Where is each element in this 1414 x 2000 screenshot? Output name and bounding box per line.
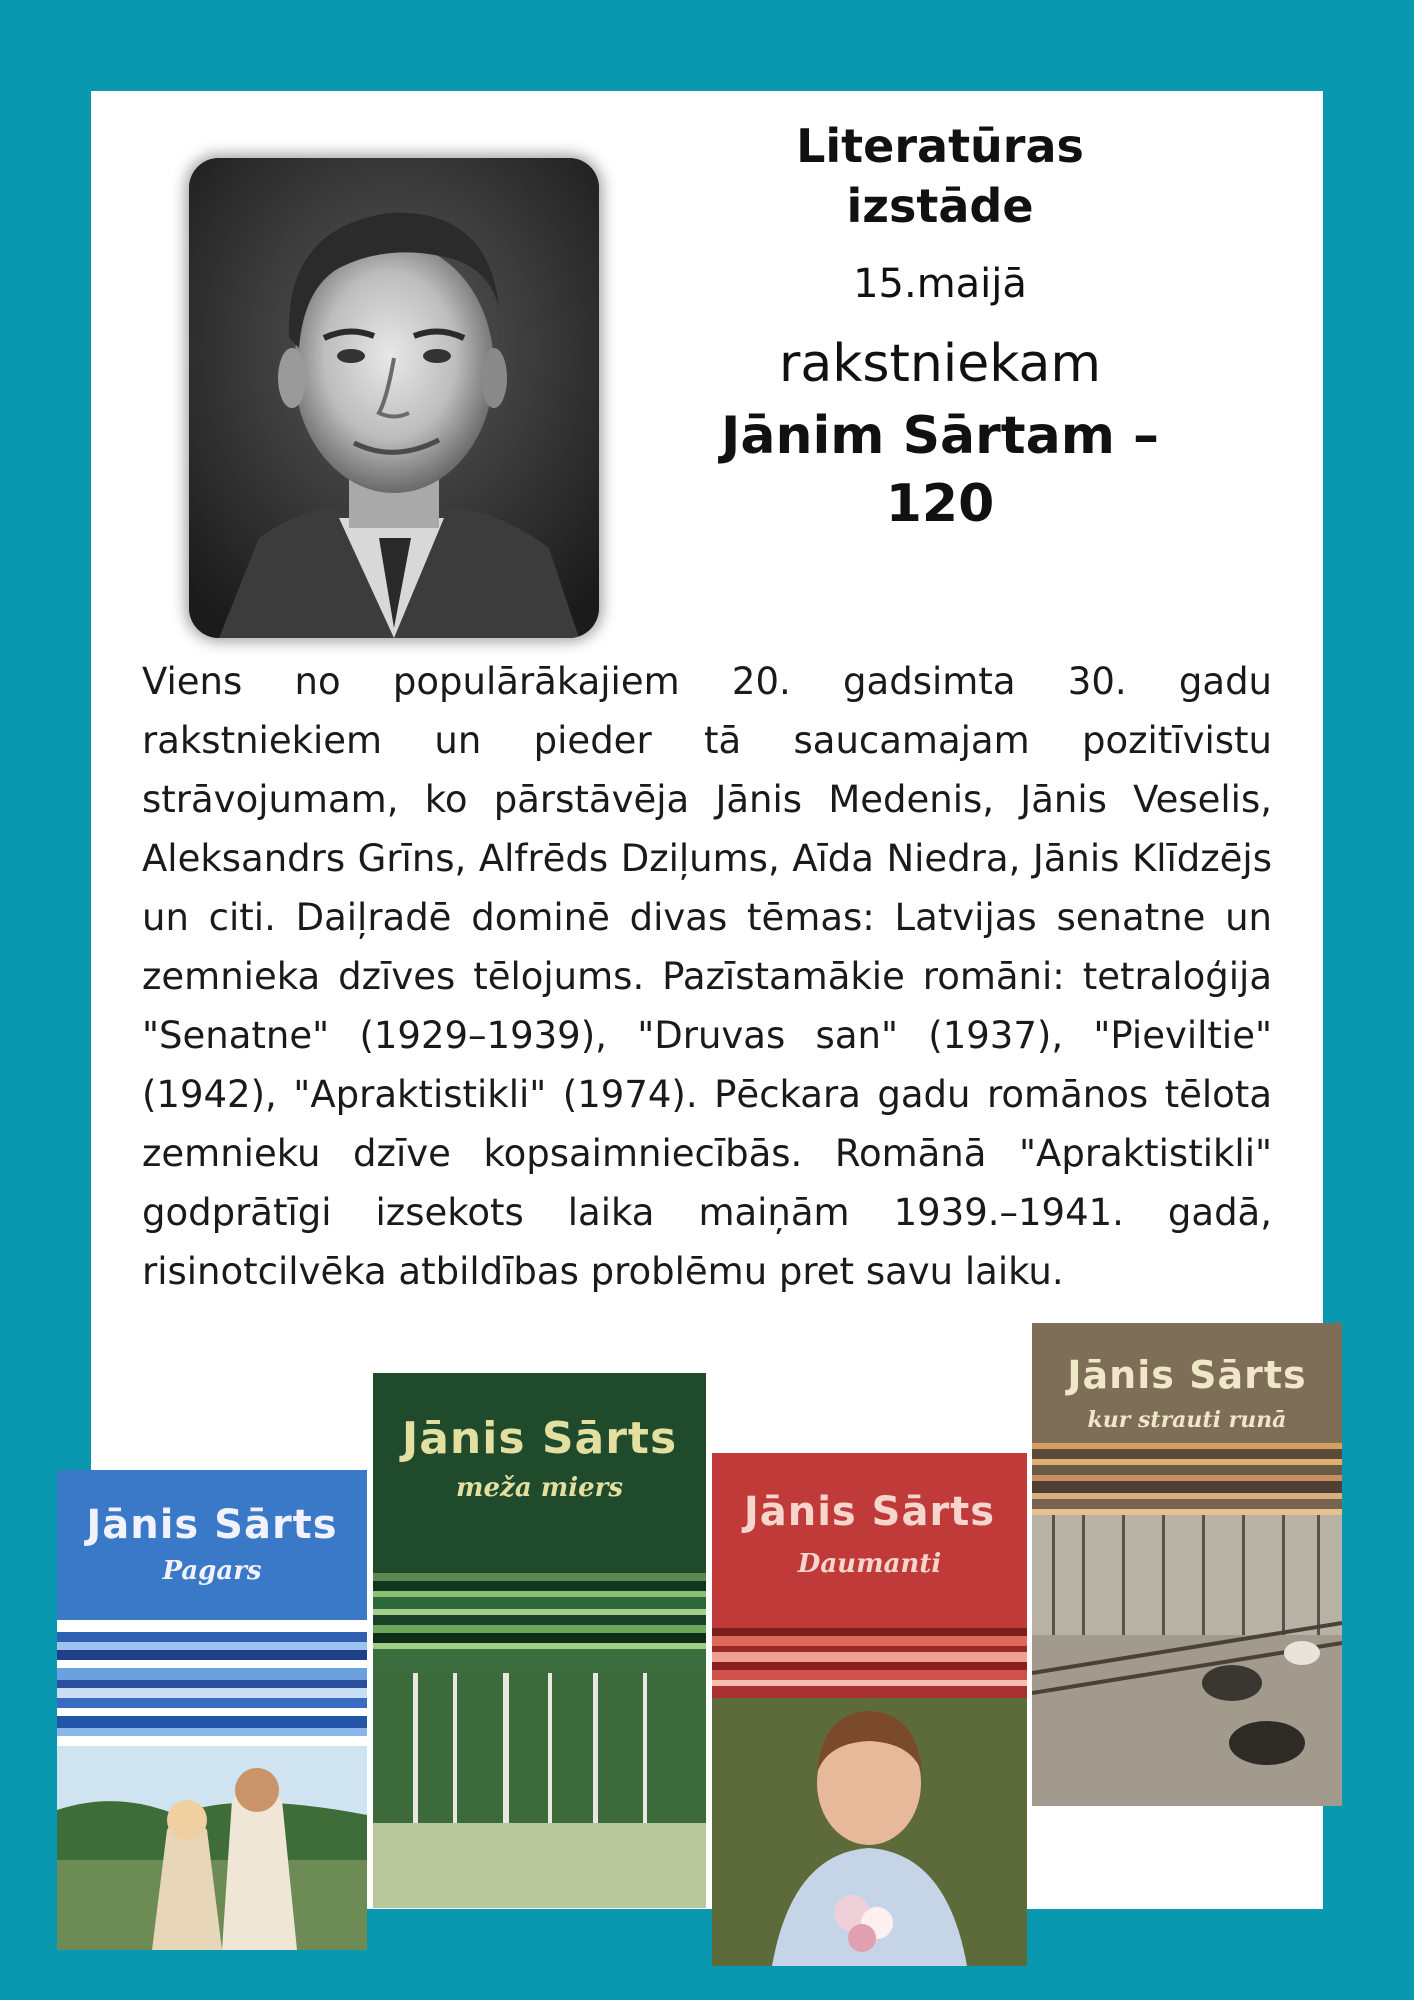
book-author: Jānis Sārts — [401, 1413, 678, 1464]
book-cover-pagars — [57, 1470, 367, 1950]
author-portrait — [189, 158, 599, 638]
exhibition-date: 15.maijā — [853, 261, 1027, 307]
book-title: kur strauti runā — [1087, 1407, 1287, 1433]
book-title: Daumanti — [797, 1549, 942, 1579]
book-author: Jānis Sārts — [1067, 1353, 1307, 1397]
portrait-image — [189, 158, 599, 638]
dedication-line: rakstniekam — [779, 334, 1101, 394]
title-line-1: Literatūras — [796, 119, 1084, 173]
book-author: Jānis Sārts — [743, 1489, 996, 1535]
book-cover-meza-miers — [373, 1373, 706, 1908]
book-title: Pagars — [162, 1556, 262, 1586]
poster-title-block — [660, 116, 1220, 538]
book-title: meža miers — [456, 1473, 623, 1503]
honoree-line: Jānim Sārtam – 120 — [721, 406, 1159, 534]
book-author: Jānis Sārts — [86, 1502, 338, 1548]
book-cover-kur-strauti-runa — [1032, 1323, 1342, 1806]
biography-paragraph: Viens no populārākajiem 20. gadsimta 30. gadu rakstniekiem un pieder tā saucamajam pozitīvistu strāvojumam, ko pārstāvēja Jānis Medenis, Jānis Veselis, Aleksandrs Grīns, Alfrēds Dziļums, Aīda Niedra, Jānis Klīdzējs un citi. Daiļradē dominē divas tēmas: Latvijas senatne un zemnieka dzīves tēlojums. Pazīstamākie romāni: tetraloģija "Senatne" (1929–1939), "Druvas san" (1937), "Pieviltie" (1942), "Apraktistikli" (1974). Pēckara gadu romānos tēlota zemnieku dzīve kopsaimniecībās. Romānā "Apraktistikli" godprātīgi izsekots laika maiņām 1939.–1941. gadā, risinotcilvēka atbildības problēmu pret savu laiku. — [142, 660, 1272, 1293]
title-line-2: izstāde — [846, 179, 1034, 233]
book-cover-daumanti — [712, 1453, 1027, 1966]
